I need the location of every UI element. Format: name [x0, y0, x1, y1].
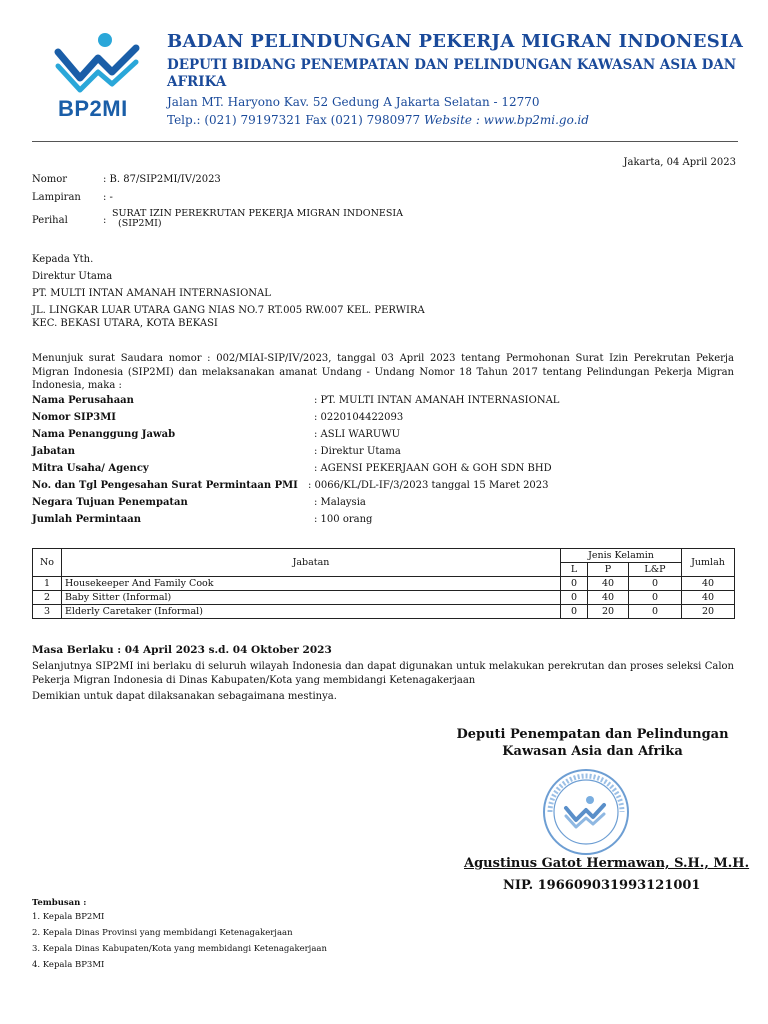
closing-paragraph: Selanjutnya SIP2MI ini berlaku di seluruh wilayah Indonesia dan dapat digunakan untuk melakukan perekrutan dan proses seleksi Calon Pekerja Migran Indonesia di Dinas Kabupaten/Kota yang membidangi Ketenagakerjaan [32, 661, 734, 686]
cc-item: 1. Kepala BP2MI [32, 912, 105, 922]
signatory-name: Agustinus Gatot Hermawan, S.H., M.H. [464, 856, 750, 871]
detail-label: Negara Tujuan Penempatan [32, 497, 188, 508]
detail-label: Mitra Usaha/ Agency [32, 463, 149, 474]
nomor-value: : B. 87/SIP2MI/IV/2023 [103, 174, 221, 185]
org-contact [167, 113, 589, 127]
col-jenis-kelamin: Jenis Kelamin [561, 549, 682, 563]
detail-row [32, 497, 734, 514]
deputy-name: DEPUTI BIDANG PENEMPATAN DAN PELINDUNGAN KAWASAN ASIA DAN AFRIKA [167, 57, 737, 90]
detail-value: : AGENSI PEKERJAAN GOH & GOH SDN BHD [314, 463, 552, 474]
detail-value: : Direktur Utama [314, 446, 401, 457]
cell-l: 0 [561, 591, 588, 605]
cc-heading: Tembusan : [32, 898, 87, 908]
signatory-title-line-1: Deputi Penempatan dan Pelindungan [456, 727, 729, 742]
col-jabatan: Jabatan [62, 549, 561, 577]
perihal-line-2: (SIP2MI) [118, 218, 162, 229]
detail-label: Jumlah Permintaan [32, 514, 141, 525]
detail-label: Nomor SIP3MI [32, 412, 116, 423]
perihal-label: Perihal [32, 215, 68, 226]
detail-row [32, 446, 734, 463]
org-website[interactable]: Website : www.bp2mi.go.id [423, 113, 589, 127]
cell-jumlah: 40 [682, 591, 735, 605]
cell-l: 0 [561, 605, 588, 619]
intro-paragraph: Menunjuk surat Saudara nomor : 002/MIAI-SIP/IV/2023, tanggal 03 April 2023 tentang Permohonan Surat Izin Perekrutan Pekerja Migran Indonesia (SIP2MI) dan melaksanakan amanat Undang - Undang Nomor 18 Tahun 2017 tentang Pelindungan Pekerja Migran Indonesia, maka : [32, 353, 734, 391]
signatory-title [430, 726, 755, 760]
cell-jabatan: Baby Sitter (Informal) [62, 591, 561, 605]
detail-row [32, 412, 734, 429]
col-no: No [33, 549, 62, 577]
detail-row [32, 480, 734, 497]
detail-value: : ASLI WARUWU [314, 429, 401, 440]
org-phone: Telp.: (021) 79197321 Fax (021) 7980977 [167, 113, 421, 127]
signatory-nip: NIP. 196609031993121001 [503, 878, 701, 893]
perihal-value [112, 209, 403, 229]
perihal-colon: : [103, 215, 107, 226]
cell-p: 40 [588, 577, 629, 591]
detail-row [32, 514, 734, 531]
positions-table [32, 548, 735, 619]
cell-lp: 0 [629, 591, 682, 605]
org-name: BADAN PELINDUNGAN PEKERJA MIGRAN INDONESIA [167, 31, 744, 52]
cell-lp: 0 [629, 605, 682, 619]
table-row [33, 605, 735, 619]
detail-value: : 0220104422093 [314, 412, 404, 423]
detail-row [32, 395, 734, 412]
cell-jumlah: 40 [682, 577, 735, 591]
details-list [32, 395, 734, 531]
header-divider [32, 141, 738, 142]
detail-label: Nama Perusahaan [32, 395, 134, 406]
logo-text: BP2MI [58, 96, 128, 121]
cc-item: 4. Kepala BP3MI [32, 960, 105, 970]
detail-label: Jabatan [32, 446, 76, 457]
recipient-title: Direktur Utama [32, 271, 113, 282]
signatory-title-line-2: Kawasan Asia dan Afrika [502, 744, 683, 759]
detail-value: : Malaysia [314, 497, 366, 508]
col-jumlah: Jumlah [682, 549, 735, 577]
col-lp: L&P [629, 563, 682, 577]
table-row [33, 577, 735, 591]
cell-jabatan: Elderly Caretaker (Informal) [62, 605, 561, 619]
place-date: Jakarta, 04 April 2023 [623, 157, 736, 168]
detail-row [32, 429, 734, 446]
lampiran-value: : - [103, 192, 113, 203]
validity-period: Masa Berlaku : 04 April 2023 s.d. 04 Oktober 2023 [32, 644, 332, 656]
cell-jumlah: 20 [682, 605, 735, 619]
detail-label: Nama Penanggung Jawab [32, 429, 176, 440]
official-stamp [538, 764, 634, 860]
table-row [33, 591, 735, 605]
cell-p: 20 [588, 605, 629, 619]
bp2mi-emblem-icon [50, 30, 145, 100]
cell-l: 0 [561, 577, 588, 591]
perihal-line-1: SURAT IZIN PEREKRUTAN PEKERJA MIGRAN INDONESIA [112, 208, 403, 219]
detail-value: : PT. MULTI INTAN AMANAH INTERNASIONAL [314, 395, 560, 406]
cell-no: 3 [33, 605, 62, 619]
recipient-address-1: JL. LINGKAR LUAR UTARA GANG NIAS NO.7 RT.005 RW.007 KEL. PERWIRA [32, 305, 425, 316]
col-l: L [561, 563, 588, 577]
cell-lp: 0 [629, 577, 682, 591]
detail-value: : 100 orang [314, 514, 373, 525]
cell-no: 2 [33, 591, 62, 605]
cell-jabatan: Housekeeper And Family Cook [62, 577, 561, 591]
recipient-greeting: Kepada Yth. [32, 254, 94, 265]
detail-label: No. dan Tgl Pengesahan Surat Permintaan PMI [32, 480, 298, 491]
cc-item: 2. Kepala Dinas Provinsi yang membidangi Ketenagakerjaan [32, 928, 293, 938]
recipient-address-2: KEC. BEKASI UTARA, KOTA BEKASI [32, 318, 218, 329]
nomor-label: Nomor [32, 174, 68, 185]
col-p: P [588, 563, 629, 577]
stamp-seal-icon [538, 764, 634, 860]
cell-no: 1 [33, 577, 62, 591]
lampiran-label: Lampiran [32, 192, 81, 203]
cc-item: 3. Kepala Dinas Kabupaten/Kota yang membidangi Ketenagakerjaan [32, 944, 327, 954]
cell-p: 40 [588, 591, 629, 605]
org-address: Jalan MT. Haryono Kav. 52 Gedung A Jakarta Selatan - 12770 [167, 95, 540, 109]
detail-value: : 0066/KL/DL-IF/3/2023 tanggal 15 Maret 2023 [308, 480, 549, 491]
recipient-company: PT. MULTI INTAN AMANAH INTERNASIONAL [32, 288, 271, 299]
closing-statement: Demikian untuk dapat dilaksanakan sebagaimana mestinya. [32, 691, 337, 702]
detail-row [32, 463, 734, 480]
